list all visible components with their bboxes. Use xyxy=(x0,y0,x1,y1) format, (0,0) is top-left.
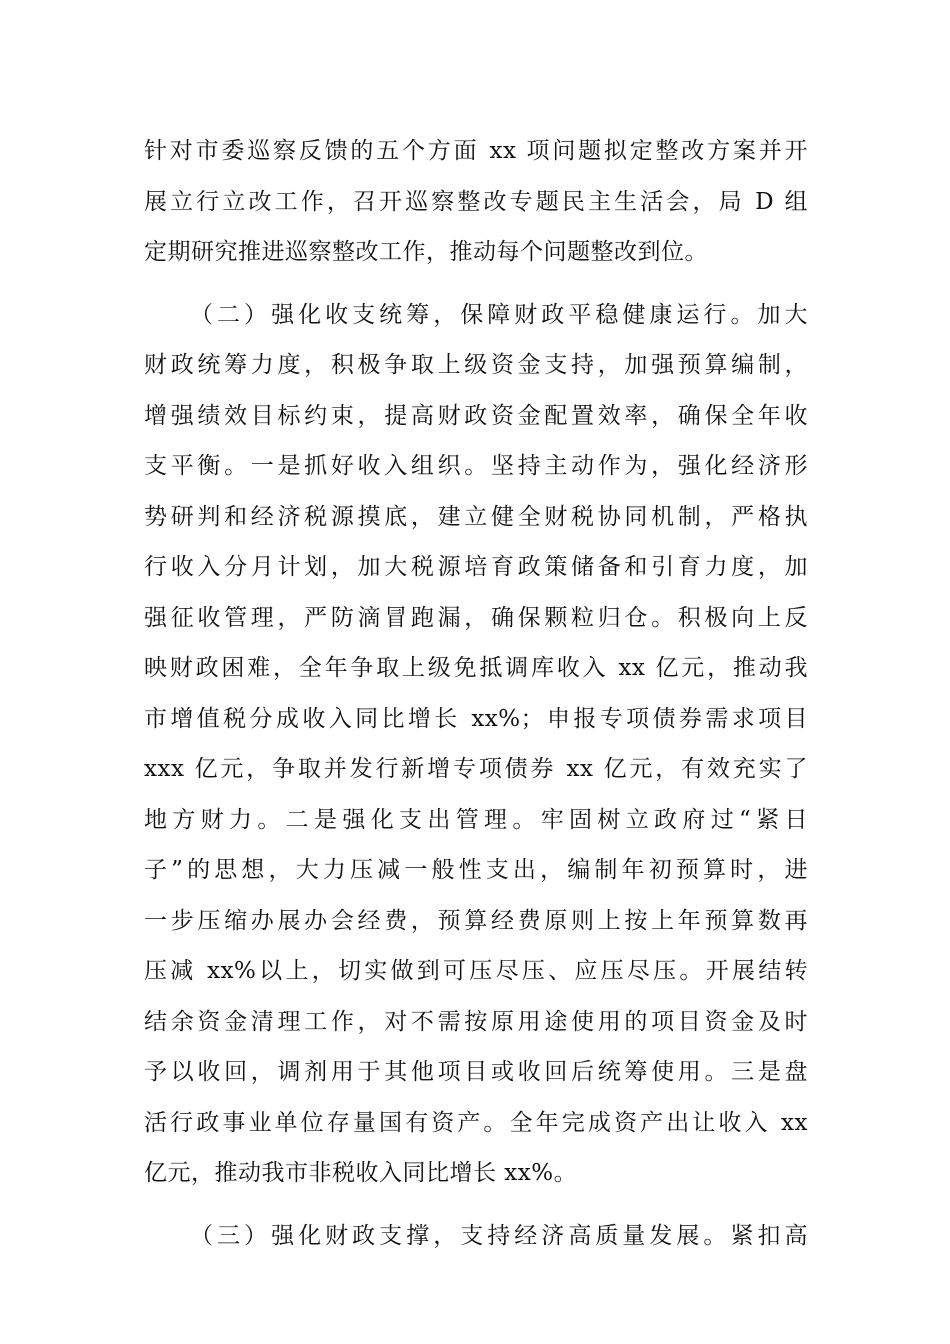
paragraph-revenue-expenditure xyxy=(144,290,808,1199)
text-line: 势研判和经济税源摸底，建立健全财税协同机制，严格执 xyxy=(144,503,808,530)
text-line: （三）强化财政支撑，支持经济高质量发展。紧扣高 xyxy=(190,1222,808,1249)
paragraph-inspection-rectification xyxy=(144,126,808,278)
text-line: 财政统筹力度，积极争取上级资金支持，加强预算编制， xyxy=(144,352,808,378)
text-line: 压减 xx%以上，切实做到可压尽压、应压尽压。开展结转 xyxy=(144,958,808,984)
text-line: 子”的思想，大力压减一般性支出，编制年初预算时，进 xyxy=(144,857,808,883)
text-line: 一步压缩办展办会经费，预算经费原则上按上年预算数再 xyxy=(144,907,808,934)
text-line: 展立行立改工作，召开巡察整改专题民主生活会，局 D 组 xyxy=(144,188,808,215)
document-page xyxy=(144,126,808,1261)
text-line: 活行政事业单位存量国有资产。全年完成资产出让收入 xx xyxy=(144,1109,808,1136)
text-line: 定期研究推进巡察整改工作，推动每个问题整改到位。 xyxy=(144,239,708,265)
text-line: 支平衡。一是抓好收入组织。坚持主动作为，强化经济形 xyxy=(144,453,808,479)
text-line: 增强绩效目标约束，提高财政资金配置效率，确保全年收 xyxy=(144,402,808,429)
text-line: 强征收管理，严防滴冒跑漏，确保颗粒归仓。积极向上反 xyxy=(144,604,808,631)
text-line: xxx 亿元，争取并发行新增专项债券 xx 亿元，有效充实了 xyxy=(144,756,808,782)
text-line: 亿元，推动我市非税收入同比增长 xx%。 xyxy=(144,1160,578,1186)
text-line: 予以收回，调剂用于其他项目或收回后统筹使用。三是盘 xyxy=(144,1059,808,1085)
text-line: 地方财力。二是强化支出管理。牢固树立政府过“紧日 xyxy=(144,806,808,833)
text-line: 市增值税分成收入同比增长 xx%；申报专项债券需求项目 xyxy=(144,705,808,732)
text-line: 结余资金清理工作，对不需按原用途使用的项目资金及时 xyxy=(144,1008,808,1035)
text-line: （二）强化收支统筹，保障财政平稳健康运行。加大 xyxy=(190,301,808,328)
text-line: 行收入分月计划，加大税源培育政策储备和引育力度，加 xyxy=(144,554,808,580)
text-line: 针对市委巡察反馈的五个方面 xx 项问题拟定整改方案并开 xyxy=(144,138,808,164)
text-line: 映财政困难，全年争取上级免抵调库收入 xx 亿元，推动我 xyxy=(144,655,808,681)
paragraph-fiscal-support xyxy=(144,1211,808,1262)
